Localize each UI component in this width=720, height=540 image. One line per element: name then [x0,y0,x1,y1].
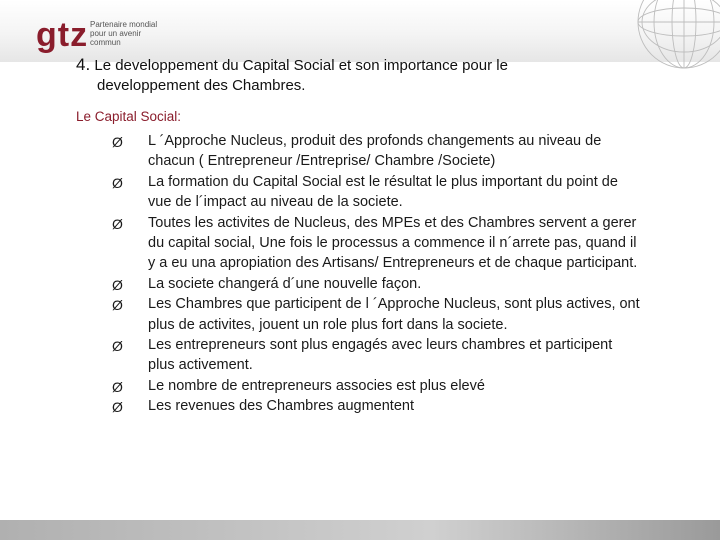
bullet-text: L ´Approche Nucleus, produit des profonds changements au niveau de chacun ( Entrepreneur /Entreprise/ Chambre /Societe) [148,133,602,170]
bullet-text: Les entrepreneurs sont plus engagés avec leurs chambres et participent plus activement. [148,337,613,374]
bullet-item [112,376,642,396]
bullet-item [112,172,642,213]
bullet-item [112,294,642,335]
arrow-bullet-icon: Ø [112,215,123,232]
arrow-bullet-icon: Ø [112,399,123,416]
bullet-text: La formation du Capital Social est le résultat le plus important du point de vue de l´impact au niveau de la societe. [148,173,618,211]
slide-title-line-1: Le developpement du Capital Social et son importance pour le [94,57,508,74]
logo-tagline: Partenaire mondial pour un avenir commun [90,20,158,47]
bullet-item [112,213,642,274]
bullet-text: Les Chambres que participent de l ´Approche Nucleus, sont plus actives, ont plus de activites, jouent un role plus fort dans la societe. [148,296,640,333]
bullet-list [112,131,642,417]
footer-bar [0,520,720,540]
arrow-bullet-icon: Ø [112,174,123,191]
arrow-bullet-icon: Ø [112,134,123,150]
bullet-item [112,396,642,416]
slide-title-line-2: developpement des Chambres. [97,77,306,94]
bullet-text: La societe changerá d´une nouvelle façon. [148,275,422,292]
bullet-item [112,274,642,294]
bullet-item [112,335,642,376]
bullet-item [112,131,642,172]
slide-title [76,55,636,96]
section-subheading: Le Capital Social: [76,109,182,124]
arrow-bullet-icon: Ø [112,378,123,395]
slide-number: 4. [76,55,91,74]
header-band [0,0,720,62]
arrow-bullet-icon: Ø [112,338,123,355]
arrow-bullet-icon: Ø [112,276,123,293]
bullet-text: Le nombre de entrepreneurs associes est plus elevé [148,377,485,394]
gtz-logo: gtz [36,16,89,54]
bullet-text: Les revenues des Chambres augmentent [148,398,414,415]
bullet-text: Toutes les activites de Nucleus, des MPEs et des Chambres servent a gerer du capital social, Une fois le processus a commence il n´arrete pas, quand il y a eu una apropiation des Artisans/ Entrepreneurs et de chaque participant. [148,214,638,272]
arrow-bullet-icon: Ø [112,297,123,314]
